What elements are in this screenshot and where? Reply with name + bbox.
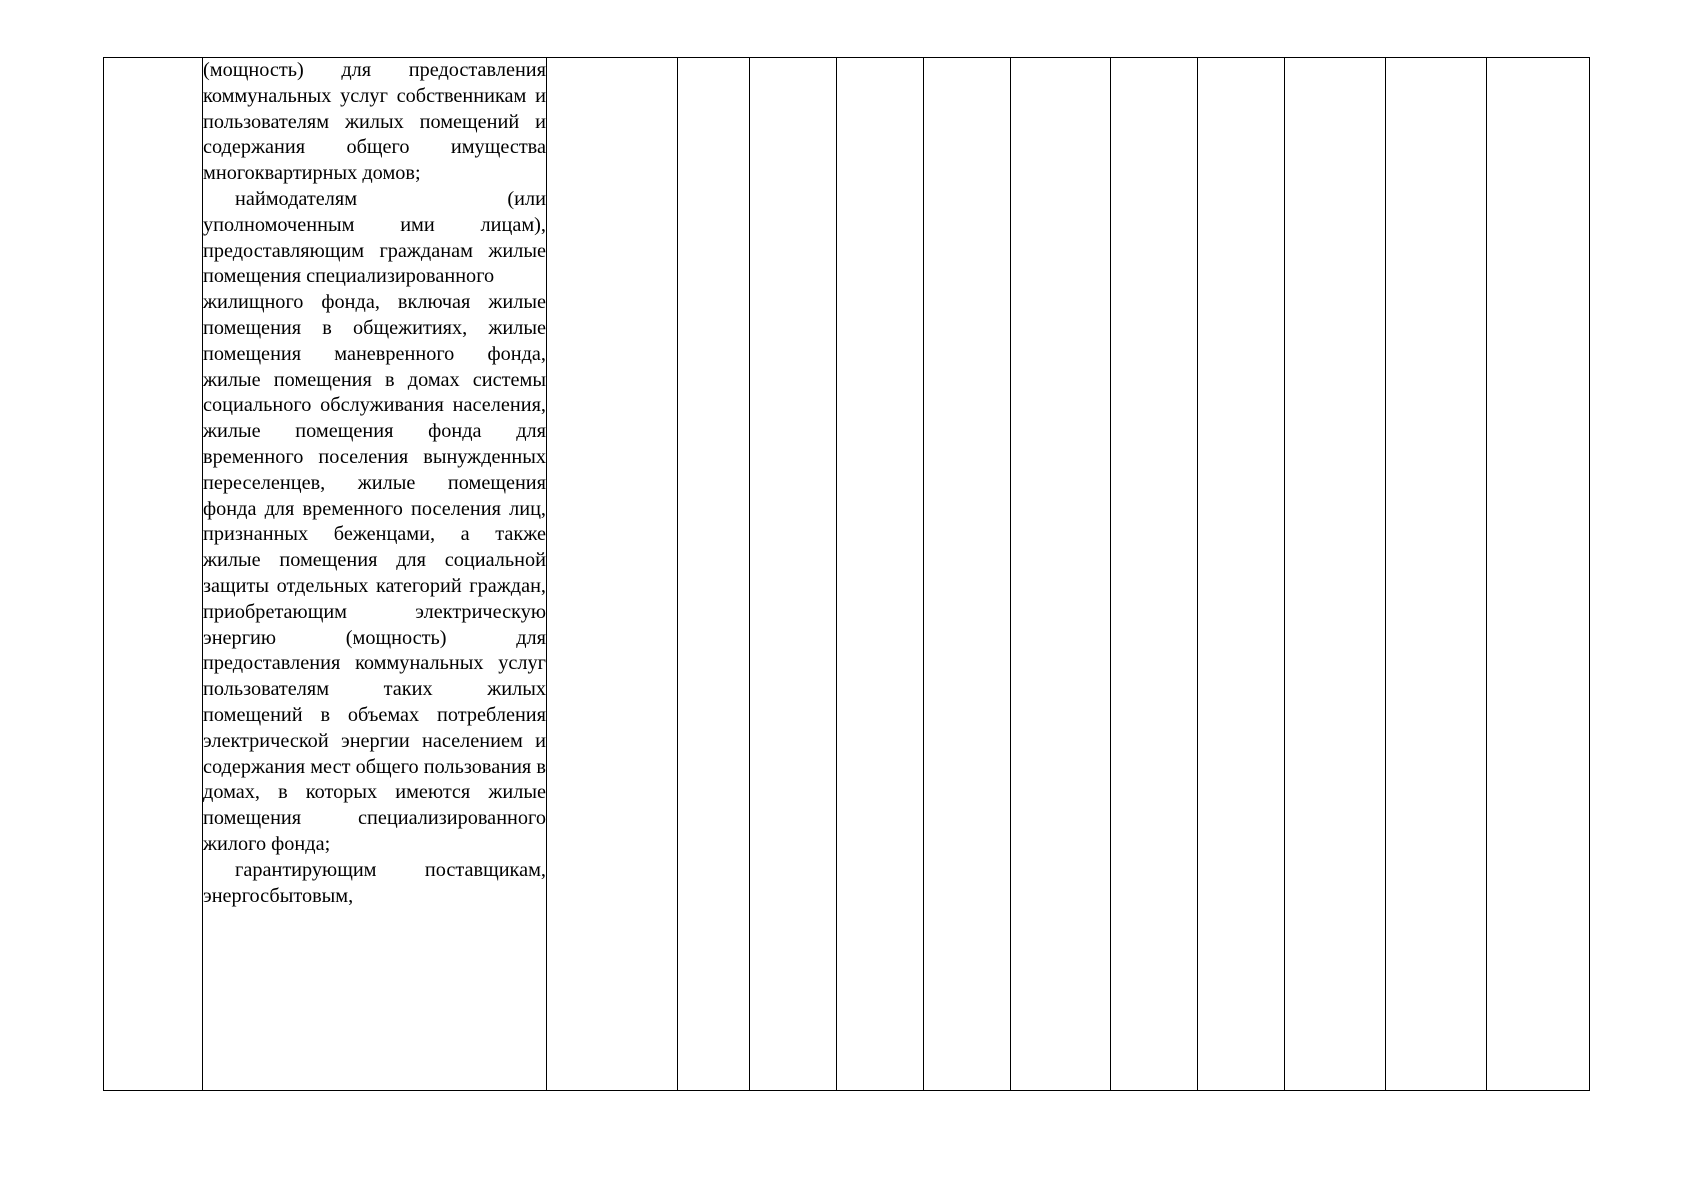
paragraph-text: (мощность) для предоставления коммунальных услуг собственникам и пользователям жилых помещений и содержания общего имущества многоквартирных домов; xyxy=(203,59,546,185)
paragraph-text: наймодателям (или уполномоченным ими лицам), предоставляющим гражданам жилые помещения специализированного xyxy=(203,187,546,288)
table-cell-empty xyxy=(1487,58,1590,1091)
table-cell-number xyxy=(104,58,203,1091)
table-cell-description xyxy=(203,58,547,1091)
table-cell-empty xyxy=(547,58,678,1091)
table-cell-empty xyxy=(1285,58,1386,1091)
table-cell-empty xyxy=(1011,58,1111,1091)
table-row xyxy=(104,58,1590,1091)
table-cell-empty xyxy=(1386,58,1487,1091)
document-table xyxy=(103,57,1590,1091)
table-cell-empty xyxy=(1198,58,1285,1091)
paragraph-text: гарантирующим поставщикам, энергосбытовым, xyxy=(203,858,546,907)
table-cell-empty xyxy=(1111,58,1198,1091)
table-cell-empty xyxy=(924,58,1011,1091)
paragraph-text: жилищного фонда, включая жилые помещения в общежитиях, жилые помещения маневренного фонда, жилые помещения в домах системы социального обслуживания населения, жилые помещения фонда для временного поселения вынужденных переселенцев, жилые помещения фонда для временного поселения лиц, признанных беженцами, а также жилые помещения для социальной защиты отдельных категорий граждан, приобретающим электрическую энергию (мощность) для предоставления коммунальных услуг пользователям таких жилых помещений в объемах потребления электрической энергии населением и содержания мест общего пользования в домах, в которых имеются жилые помещения специализированного жилого фонда; xyxy=(203,291,546,855)
table-cell-empty xyxy=(837,58,924,1091)
table-cell-empty xyxy=(750,58,837,1091)
table-cell-empty xyxy=(678,58,750,1091)
